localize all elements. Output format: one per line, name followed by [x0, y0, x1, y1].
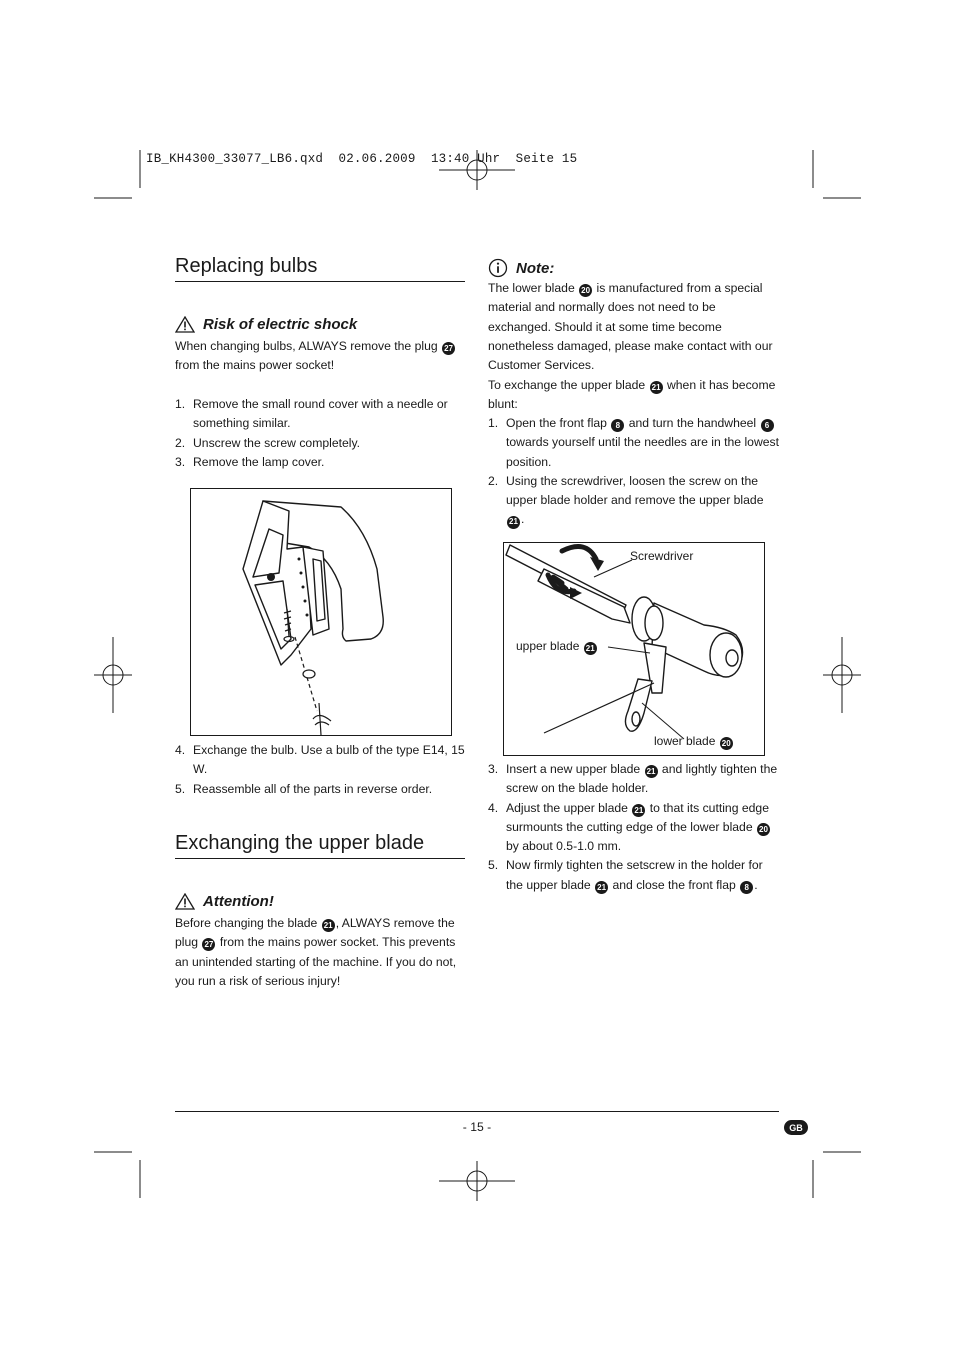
note-title: Note:	[516, 259, 555, 277]
ref-number: 21	[645, 765, 658, 778]
step-number: 1.	[488, 416, 499, 430]
step-text: Adjust the upper blade	[506, 800, 632, 815]
warning-heading-attention	[175, 893, 274, 910]
ref-number: 21	[650, 381, 663, 394]
warning-text-electric-shock	[175, 337, 465, 376]
step-text: Using the screwdriver, loosen the screw on the upper blade holder and remove the upper blade	[506, 473, 764, 508]
ref-number: 20	[720, 737, 733, 750]
text: , ALWAYS remove the plug	[175, 916, 455, 950]
step-number: 3.	[488, 762, 499, 776]
step-number: 4.	[488, 800, 499, 815]
text: from the mains power socket. This prevents an unintended starting of the machine. If you do not, you run a risk of serious injury!	[175, 935, 457, 988]
list-item	[175, 453, 465, 472]
page-number: - 15 -	[462, 1120, 492, 1134]
step-text: Remove the small round cover with a needle or something similar.	[193, 397, 448, 431]
ref-number: 20	[757, 823, 770, 836]
ref-number: 21	[584, 642, 597, 655]
step-text: Unscrew the screw completely.	[193, 435, 361, 450]
info-circle-icon	[488, 258, 508, 278]
step-text: Exchange the bulb. Use a bulb of the type E14, 15 W.	[193, 743, 465, 777]
print-header: IB_KH4300_33077_LB6.qxd 02.06.2009 13:40 Uhr Seite 15	[146, 152, 578, 166]
step-number: 5.	[488, 858, 499, 873]
ref-number: 21	[632, 804, 645, 817]
text: To exchange the upper blade	[488, 378, 649, 392]
warning-triangle-icon	[175, 316, 195, 333]
label-upper-blade	[516, 639, 598, 655]
intro-text	[488, 376, 780, 415]
text: lower blade	[654, 734, 719, 748]
ref-number: 21	[595, 881, 608, 894]
list-item	[175, 434, 465, 453]
step-text: Reassemble all of the parts in reverse order.	[193, 781, 433, 796]
section-title-exchanging-upper-blade: Exchanging the upper blade	[175, 832, 425, 854]
text: upper blade	[516, 639, 583, 653]
list-item	[488, 760, 780, 799]
label-lower-blade	[654, 734, 734, 750]
list-item	[175, 780, 465, 799]
step-number: 3.	[175, 454, 186, 469]
warning-title: Risk of electric shock	[203, 316, 358, 333]
step-text: and close the front flap	[609, 877, 740, 892]
note-text	[488, 279, 780, 375]
footer-rule	[175, 1111, 779, 1112]
step-text: and lightly tighten the screw on the blade holder.	[506, 762, 778, 796]
figure-lamp-cover	[190, 488, 452, 736]
ref-number: 8	[611, 419, 624, 432]
list-item	[488, 472, 780, 530]
text: from the mains power socket!	[175, 358, 335, 373]
warning-title: Attention!	[203, 893, 274, 910]
ref-number: 8	[740, 881, 753, 894]
list-item	[488, 799, 780, 857]
text: When changing bulbs, ALWAYS remove the plug	[175, 339, 442, 353]
section-rule	[175, 858, 465, 859]
ref-number: 27	[202, 938, 215, 951]
step-text: towards yourself until the needles are in the lowest position.	[506, 435, 780, 469]
warning-triangle-icon	[175, 893, 195, 910]
steps-list-blade-b	[488, 760, 780, 895]
step-number: 5.	[175, 781, 186, 796]
text: when it has become blunt:	[488, 378, 776, 412]
label-screwdriver: Screwdriver	[630, 549, 694, 563]
section-title-replacing-bulbs: Replacing bulbs	[175, 255, 318, 277]
list-item	[175, 395, 465, 434]
step-text: Now firmly tighten the setscrew in the holder for the upper blade	[506, 858, 763, 892]
text: Before changing the blade	[175, 916, 321, 930]
step-text: .	[521, 512, 525, 527]
warning-heading-electric-shock	[175, 316, 357, 333]
warning-text-attention	[175, 914, 465, 991]
step-text: .	[754, 877, 758, 892]
step-number: 2.	[488, 473, 499, 488]
list-item	[488, 856, 780, 895]
list-item	[488, 414, 780, 472]
step-text: and turn the handwheel	[625, 416, 760, 430]
step-number: 2.	[175, 435, 186, 450]
step-text: Open the front flap	[506, 416, 611, 430]
ref-number: 27	[442, 342, 455, 355]
text: is manufactured from a special material and normally does not need to be exchanged. Should it at some time become nonetheless damaged, please make contact with our Customer Services.	[488, 281, 773, 373]
ref-number: 21	[322, 919, 335, 932]
lamp-cover-illustration	[191, 489, 451, 735]
step-text: by about 0.5-1.0 mm.	[506, 839, 622, 854]
ref-number: 21	[507, 516, 520, 529]
note-heading	[488, 258, 554, 278]
steps-list-bulbs	[175, 395, 465, 472]
list-item	[175, 741, 465, 780]
step-text: Remove the lamp cover.	[193, 454, 325, 469]
steps-list-blade-a	[488, 414, 780, 530]
section-rule	[175, 281, 465, 282]
ref-number: 20	[579, 284, 592, 297]
step-number: 4.	[175, 743, 186, 757]
step-number: 1.	[175, 397, 186, 411]
ref-number: 6	[761, 419, 774, 432]
language-badge: GB	[784, 1120, 808, 1135]
step-text: to that its cutting edge surmounts the cutting edge of the lower blade	[506, 800, 769, 834]
step-text: Insert a new upper blade	[506, 762, 644, 776]
steps-list-bulbs-continued	[175, 741, 465, 799]
figure-blade-exchange	[503, 542, 765, 756]
text: The lower blade	[488, 281, 579, 295]
